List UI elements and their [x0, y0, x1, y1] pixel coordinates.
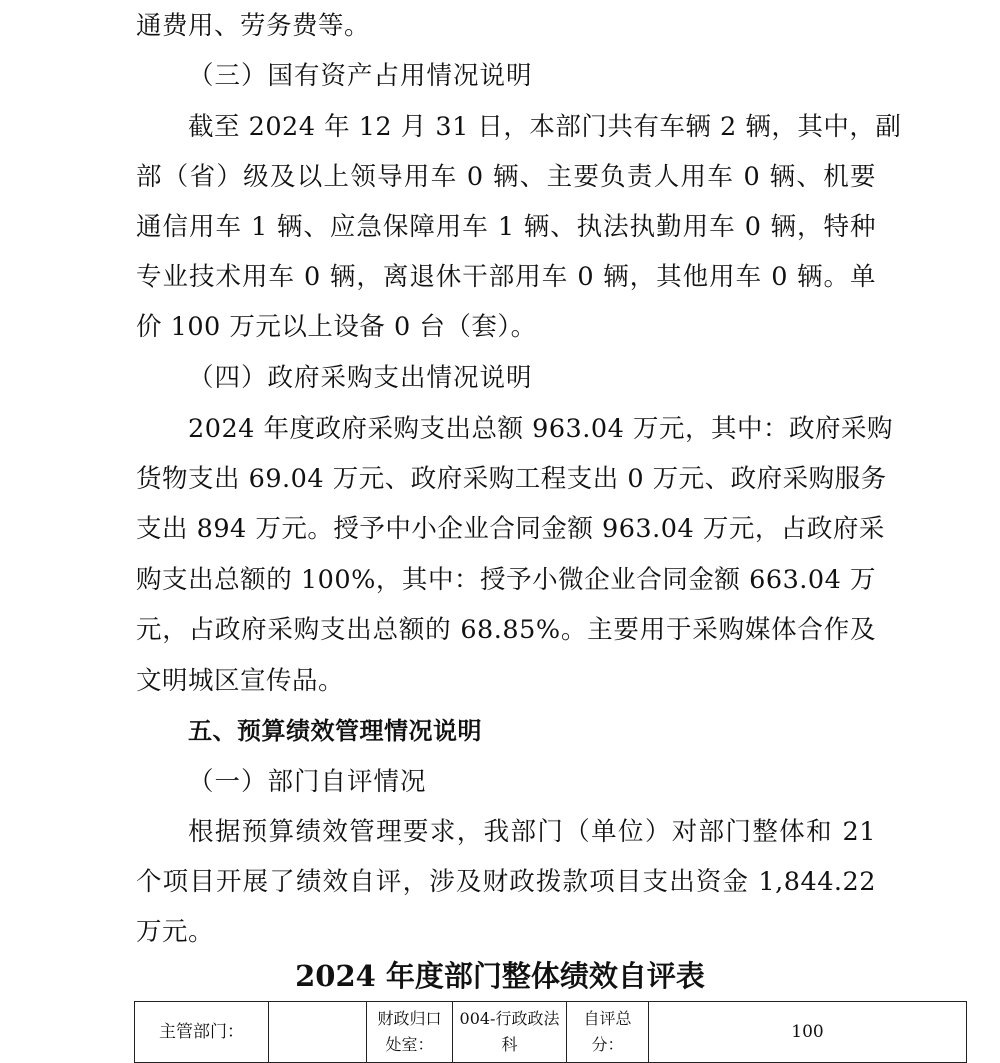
paragraph-line: 货物支出 69.04 万元、政府采购工程支出 0 万元、政府采购服务: [136, 464, 887, 494]
paragraph-line: 价 100 万元以上设备 0 台（套）。: [136, 312, 537, 342]
paragraph-line: 通信用车 1 辆、应急保障用车 1 辆、执法执勤用车 0 辆，特种: [136, 212, 876, 242]
paragraph-line: 购支出总额的 100%，其中：授予小微企业合同金额 663.04 万: [136, 565, 876, 595]
subheading-self-evaluation: （一）部门自评情况: [188, 767, 427, 797]
office-value-cell: 004-行政政法科: [453, 1002, 567, 1063]
paragraph-line: 文明城区宣传品。: [136, 666, 345, 696]
section-heading: 五、预算绩效管理情况说明: [188, 717, 482, 745]
subheading-asset: （三）国有资产占用情况说明: [188, 61, 533, 91]
table-row: [135, 1002, 967, 1063]
paragraph-line: 支出 894 万元。授予中小企业合同金额 963.04 万元，占政府采: [136, 514, 885, 544]
paragraph-line: 通费用、劳务费等。: [136, 11, 371, 41]
table-title: 2024 年度部门整体绩效自评表: [295, 959, 705, 993]
dept-label-cell: 主管部门：: [135, 1002, 269, 1063]
paragraph-line: 万元。: [136, 917, 215, 947]
subheading-procurement: （四）政府采购支出情况说明: [188, 363, 533, 393]
paragraph-line: 根据预算绩效管理要求，我部门（单位）对部门整体和 21: [188, 817, 876, 847]
paragraph-line: 元，占政府采购支出总额的 68.85%。主要用于采购媒体合作及: [136, 615, 876, 645]
dept-value-cell: [269, 1002, 367, 1063]
paragraph-line: 2024 年度政府采购支出总额 963.04 万元，其中：政府采购: [188, 414, 893, 444]
office-label-cell: 财政归口处室：: [367, 1002, 453, 1063]
paragraph-line: 部（省）级及以上领导用车 0 辆、主要负责人用车 0 辆、机要: [136, 162, 876, 192]
paragraph-line: 个项目开展了绩效自评，涉及财政拨款项目支出资金 1,844.22: [136, 867, 876, 897]
score-label-cell: 自评总分：: [567, 1002, 649, 1063]
paragraph-line: 截至 2024 年 12 月 31 日，本部门共有车辆 2 辆，其中，副: [188, 112, 902, 142]
paragraph-line: 专业技术用车 0 辆，离退休干部用车 0 辆，其他用车 0 辆。单: [136, 262, 876, 292]
score-value-cell: 100: [649, 1002, 967, 1063]
self-evaluation-table: [134, 1001, 967, 1063]
